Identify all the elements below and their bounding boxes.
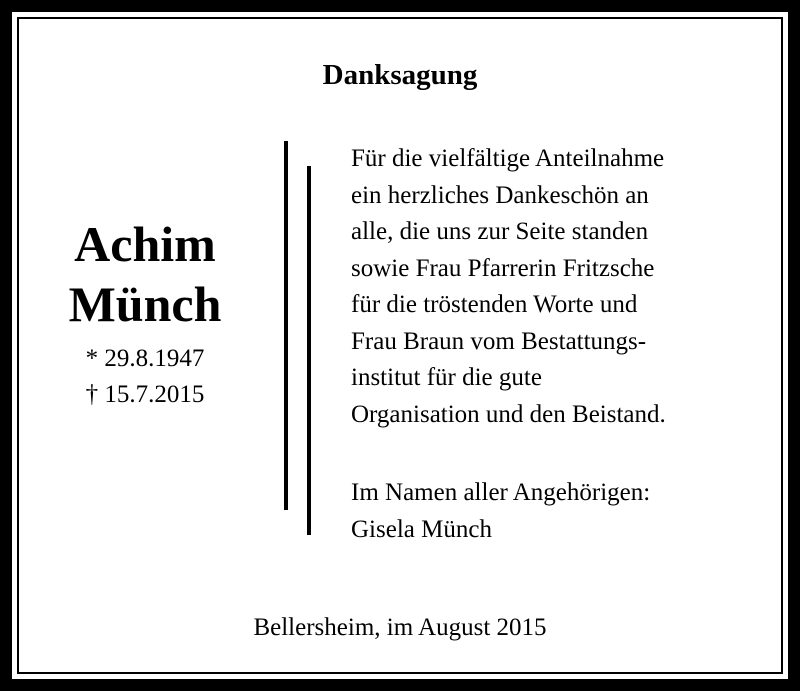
message-line: sowie Frau Pfarrerin Fritzsche	[351, 254, 655, 282]
deceased-last-name: Münch	[68, 276, 222, 332]
notice-heading: Danksagung	[322, 59, 478, 91]
deceased-first-name: Achim	[74, 216, 216, 272]
message-line: Frau Braun vom Bestattungs-	[351, 327, 647, 355]
message-line: Für die vielfältige Anteilnahme	[351, 145, 665, 172]
message-line: Organisation und den Beistand.	[351, 400, 666, 428]
signoff-signer: Gisela Münch	[351, 515, 492, 543]
life-dates	[40, 341, 250, 413]
message-line: institut für die gute	[351, 364, 542, 391]
divider-line-right	[307, 166, 311, 535]
message-line: alle, die uns zur Seite standen	[351, 218, 649, 245]
thank-you-message	[351, 141, 771, 433]
divider-line-left	[284, 141, 288, 510]
death-date: † 15.7.2015	[85, 381, 205, 408]
message-line: für die tröstenden Worte und	[351, 291, 638, 318]
deceased-name	[40, 214, 250, 334]
place-and-date: Bellersheim, im August 2015	[253, 614, 547, 641]
birth-date: * 29.8.1947	[85, 345, 205, 372]
message-line: ein herzliches Dankeschön an	[351, 181, 649, 209]
signoff-intro: Im Namen aller Angehörigen:	[351, 479, 651, 506]
signoff	[351, 475, 771, 548]
